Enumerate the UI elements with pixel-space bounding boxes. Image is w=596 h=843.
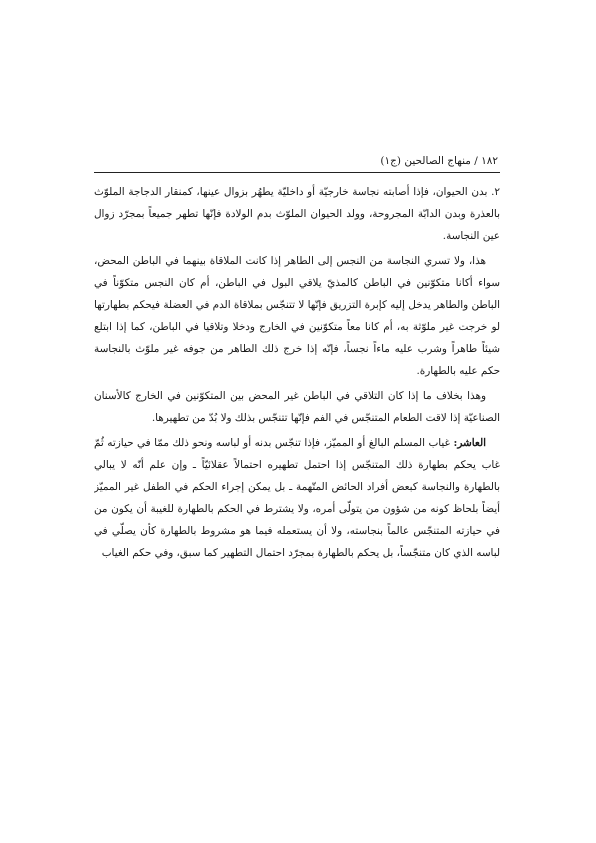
body-text bbox=[94, 173, 500, 564]
document-page bbox=[94, 150, 500, 830]
paragraph-text: هذا، ولا تسري النجاسة من النجس إلى الطاهر إذا كانت الملاقاة بينهما في الباطن المحض، سواء أكانا متكوّنين في الباطن كالمذيّ يلاقي البول في الباطن، أم كان النجس متكوّناً في الباطن والطاهر يدخل إليه كإبرة التزريق فإنّها لا تتنجّس بملاقاة الدم في العضلة فيحكم بطهارتها لو خرجت غير ملوّثة به، أم كانا معاً متكوّنين في الخارج ودخلا وتلاقيا في الباطن، كما إذا ابتلع شيئاً طاهراً وشرب عليه ماءاً نجساً، فإنّه إذا خرج ذلك الطاهر من جوفه غير ملوّث بالنجاسة حكم عليه بالطهارة. bbox=[94, 255, 500, 377]
paragraph-artificial-teeth bbox=[94, 385, 500, 429]
paragraph-bodies-of-animals bbox=[94, 181, 500, 247]
running-header: ١٨٢ / منهاج الصالحين (ج١) bbox=[380, 155, 498, 167]
paragraph-text: وهذا بخلاف ما إذا كان التلاقي في الباطن غير المحض بين المتكوّنين في الخارج كالأسنان الصناعيّة إذا لاقت الطعام المتنجّس في الفم فإنّها تتنجّس بذلك ولا بُدّ من تطهيرها. bbox=[94, 390, 500, 424]
paragraph-tenth-absence bbox=[94, 432, 500, 564]
paragraph-lead: العاشر: bbox=[453, 437, 486, 449]
paragraph-text: غياب المسلم البالغ أو المميّز، فإذا تنجّس بدنه أو لباسه ونحو ذلك ممّا في حيازته ثُمّ غاب يحكم بطهارة ذلك المتنجّس إذا احتمل تطهيره احتمالاً عقلائيّاً ـ وإن علم أنّه لا يبالي بالطهارة والنجاسة كبعض أفراد الحائض المتّهمة ـ بل يمكن إجراء الحكم في الطفل غير المميّز أيضاً بلحاظ كونه من شؤون من يتولّى أمره، ولا يشترط في الحكم بالطهارة للغيبة أن يكون من في حيازته المتنجّس عالماً بنجاسته، ولا أن يستعمله فيما هو مشروط بالطهارة كأن يصلّي في لباسه الذي كان متنجّساً، بل يحكم بالطهارة بمجرّد احتمال التطهير كما سبق، وفي حكم الغياب bbox=[94, 437, 500, 559]
paragraph-internal-contact bbox=[94, 250, 500, 382]
paragraph-text: ٢. بدن الحيوان، فإذا أصابته نجاسة خارجيّة أو داخليّة يطهُر بزوال عينها، كمنقار الدجاجة الملوّث بالعذرة وبدن الدابّة المجروحة، وولد الحيوان الملوّث بدم الولادة فإنّها تطهر جميعاً بمجرّد زوال عين النجاسة. bbox=[94, 186, 500, 242]
